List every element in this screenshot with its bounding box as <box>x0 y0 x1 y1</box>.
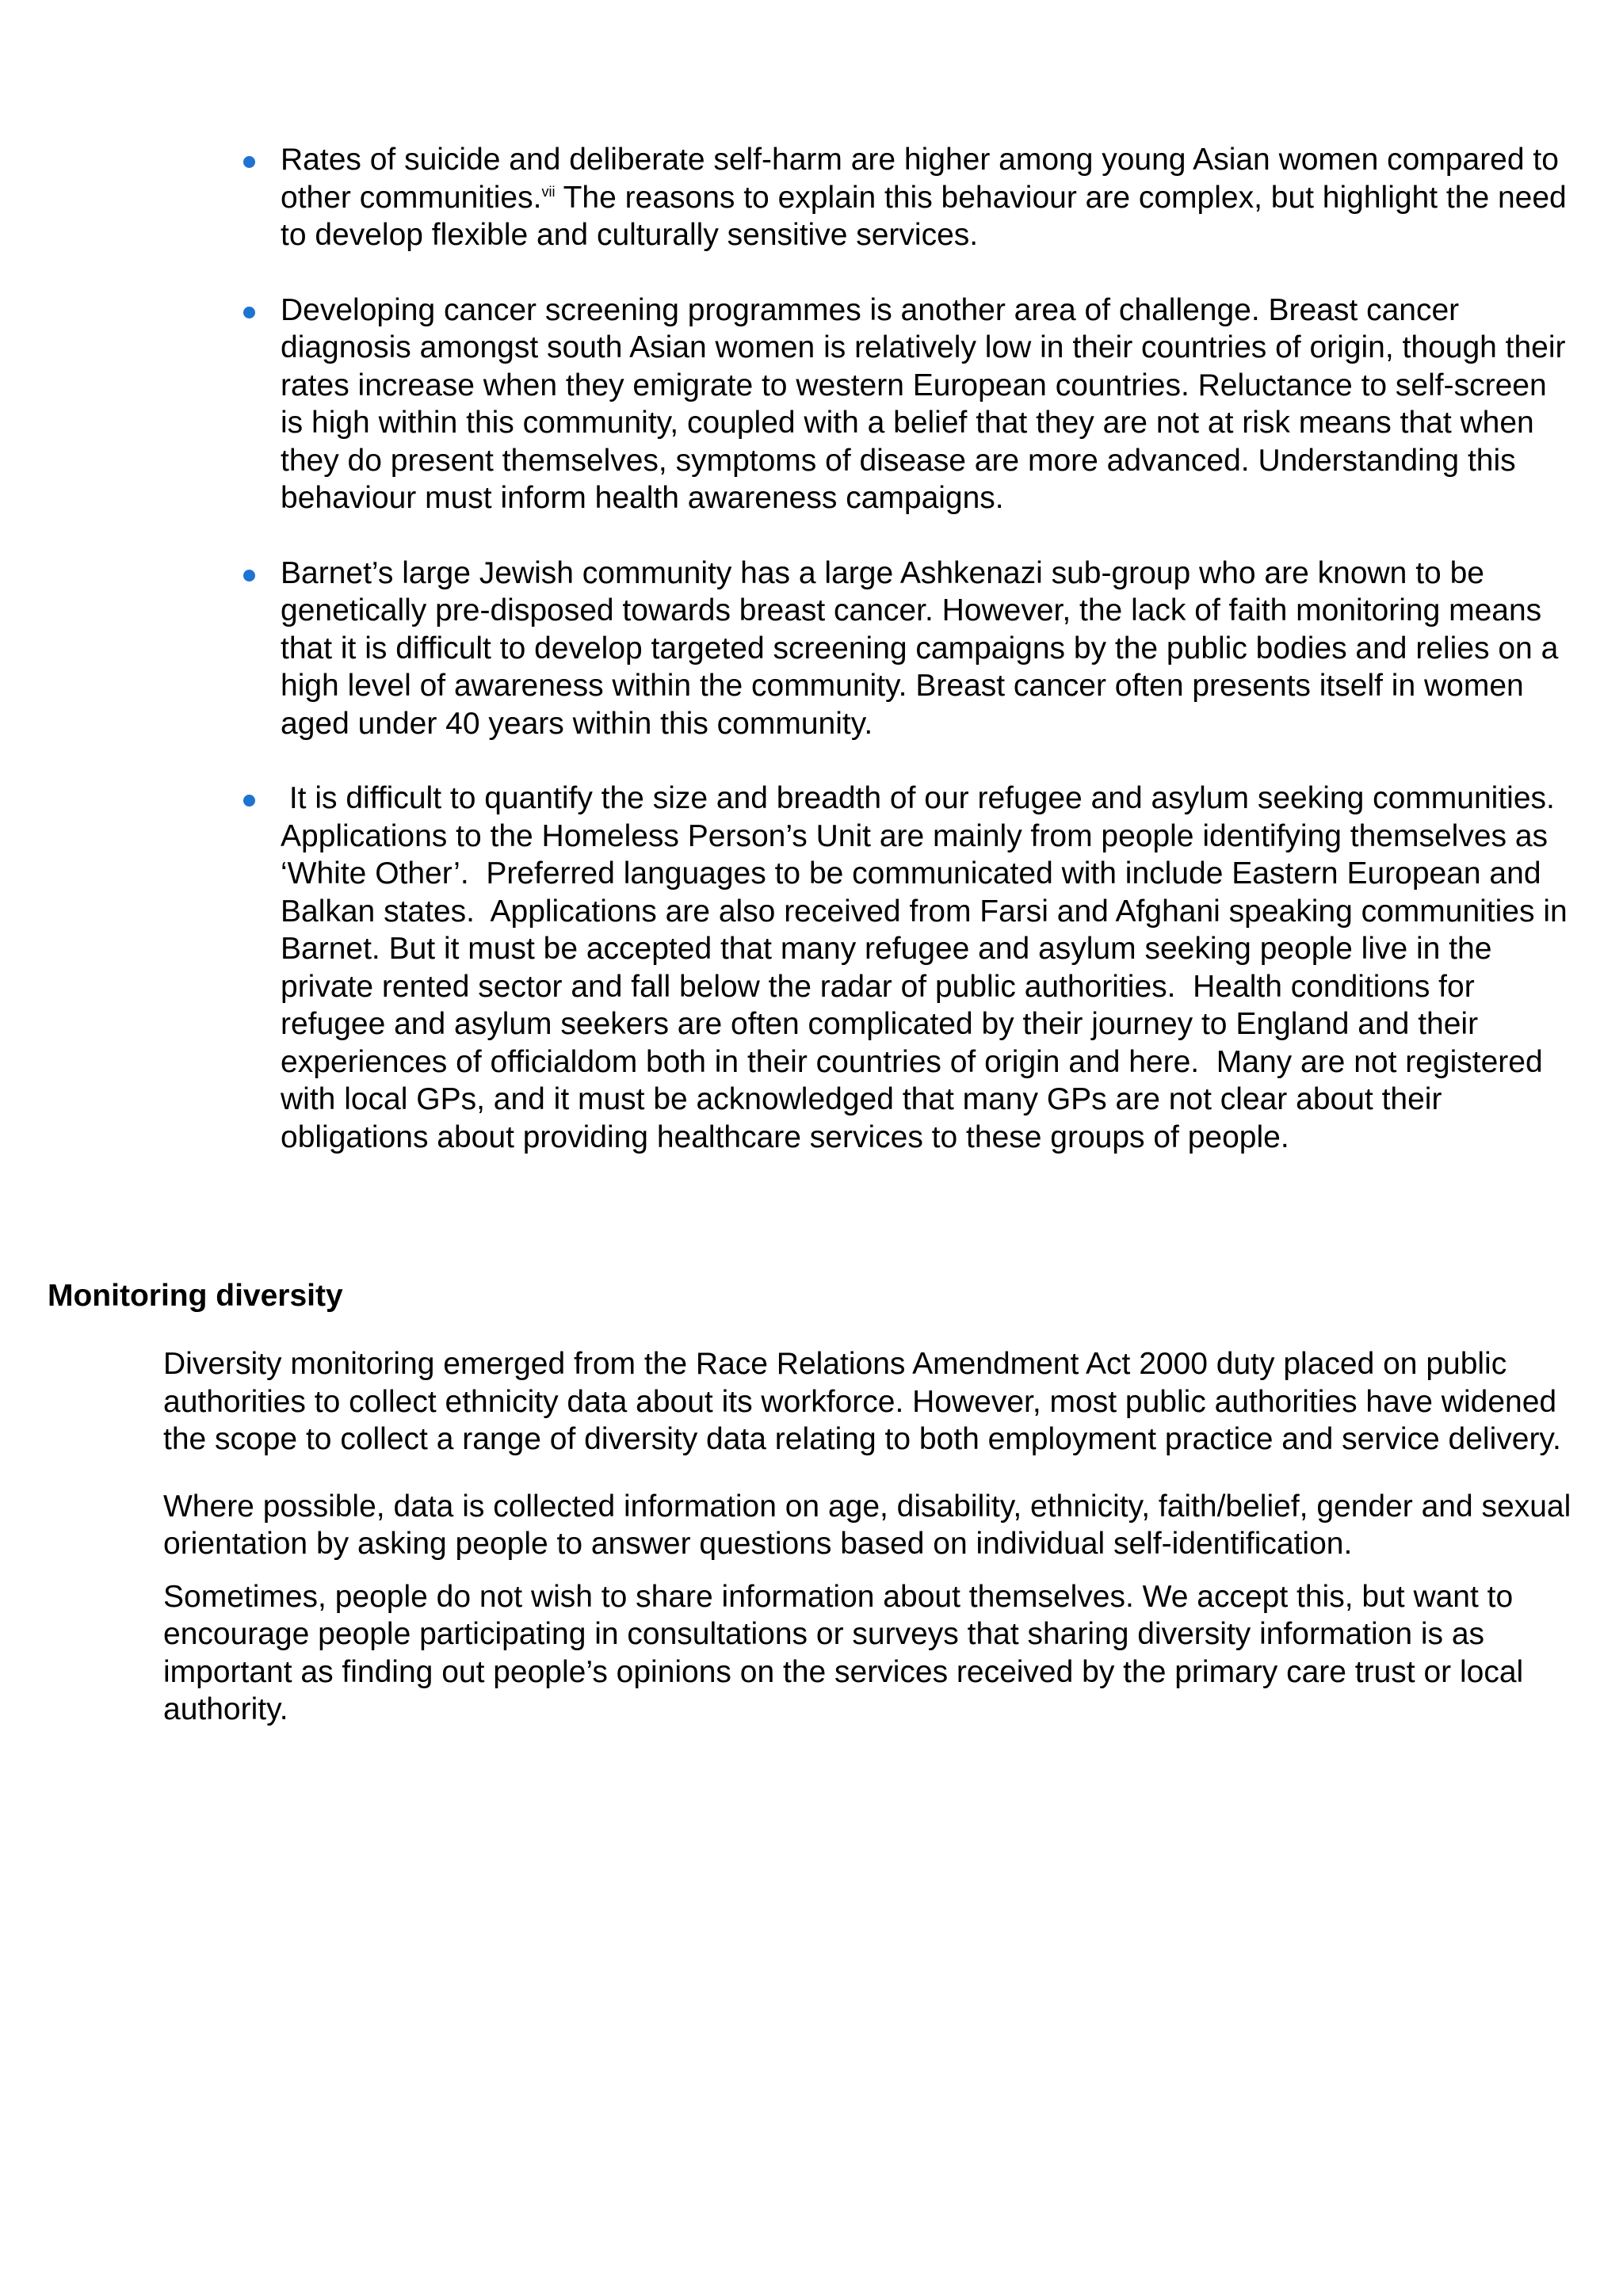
list-item <box>238 780 1576 1156</box>
list-item <box>238 141 1569 254</box>
footnote-marker: vii <box>541 183 556 200</box>
bullet-text-part: Rates of suicide and deliberate self-harm are higher among young Asian women compared to other communities. <box>281 143 1559 215</box>
list-item <box>238 555 1569 743</box>
bullet-icon <box>243 156 255 168</box>
list-item <box>238 292 1569 517</box>
bullet-text-part: The reasons to explain this behaviour are complex, but highlight the need to develop flexible and culturally sensitive services. <box>281 180 1567 252</box>
bullet-icon <box>243 570 255 582</box>
paragraph: Where possible, data is collected information on age, disability, ethnicity, faith/belief, gender and sexual orientation by asking people to answer questions based on individual self-identification. <box>163 1489 1571 1561</box>
bullet-text: Developing cancer screening programmes is another area of challenge. Breast cancer diagnosis amongst south Asian women is relatively low in their countries of origin, though their rates increase when they emigrate to western European countries. Reluctance to self-screen is high within this community, coupled with a belief that they are not at risk means that when they do present themselves, symptoms of disease are more advanced. Understanding this behaviour must inform health awareness campaigns. <box>281 292 1566 515</box>
section-body <box>163 1345 1574 1729</box>
paragraph: Sometimes, people do not wish to share information about themselves. We accept this, but want to encourage people participating in consultations or surveys that sharing diversity information is as important as finding out people’s opinions on the services received by the primary care trust or local authority. <box>163 1579 1524 1726</box>
paragraph: Diversity monitoring emerged from the Race Relations Amendment Act 2000 duty placed on public authorities to collect ethnicity data about its workforce. However, most public authorities have widened the scope to collect a range of diversity data relating to both employment practice and service delivery. <box>163 1347 1561 1456</box>
bullet-icon <box>243 307 255 318</box>
bullet-text <box>281 141 1569 254</box>
bullet-list <box>238 141 1576 1193</box>
section-heading: Monitoring diversity <box>48 1279 343 1313</box>
bullet-icon <box>243 795 255 807</box>
bullet-text: Barnet’s large Jewish community has a large Ashkenazi sub-group who are known to be genetically pre-disposed towards breast cancer. However, the lack of faith monitoring means that it is difficult to develop targeted screening campaigns by the public bodies and relies on a high level of awareness within the community. Breast cancer often presents itself in women aged under 40 years within this community. <box>281 555 1559 741</box>
bullet-text: It is difficult to quantify the size and breadth of our refugee and asylum seeking communities. Applications to the Homeless Person’s Unit are mainly from people identifying themselves as ‘White Other’. Preferred languages to be communicated with include Eastern European and Balkan states. Applications are also received from Farsi and Afghani speaking communities in Barnet. But it must be accepted that many refugee and asylum seeking people live in the private rented sector and fall below the radar of public authorities. Health conditions for refugee and asylum seekers are often complicated by their journey to England and their experiences of officialdom both in their countries of origin and here. Many are not registered with local GPs, and it must be acknowledged that many GPs are not clear about their obligations about providing healthcare services to these groups of people. <box>281 781 1576 1154</box>
